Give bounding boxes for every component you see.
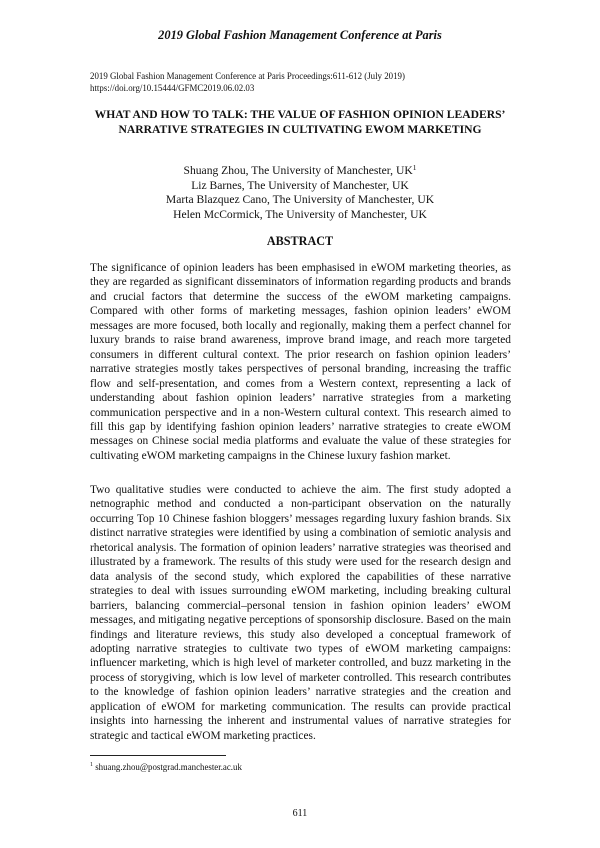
page-number: 611 [292,808,308,819]
paper-title: WHAT AND HOW TO TALK: THE VALUE OF FASHION OPINION LEADERS’ NARRATIVE STRATEGIES IN CULTIVATING EWOM MARKETING [94,108,506,136]
footnote-divider [90,755,226,756]
author-email[interactable]: shuang.zhou@postgrad.manchester.ac.uk [95,762,242,772]
proceedings-citation: 2019 Global Fashion Management Conference at Paris Proceedings:611-612 (July 2019) [90,71,405,81]
author-line: Shuang Zhou, The University of Manchester, $UK^1$ [183,163,417,177]
abstract-heading: ABSTRACT [266,234,334,248]
abstract-paragraph: Two qualitative studies were conducted to achieve the aim. The first study adopted a netnographic method and conducted a non-participant observation on the naturally occurring Top 10 Chinese fashion bloggers’ messages regarding luxury fashion brands. Six distinct narrative strategies were identified by using a combination of semiotic analysis and rhetorical analysis. The formation of opinion leaders’ narrative strategies was theorised and illustrated by a framework. The results of this study were used for the research design and data analysis of the second study, which explored the capabilities of these narrative strategies to deal with issues surrounding eWOM marketing, including breaking cultural barriers, balancing commercial–personal tension in fashion opinion leaders’ eWOM messages, and mitigating negative perceptions of sponsorship disclosure. Based on the main findings and literature reviews, this study also developed a conceptual framework of adopting narrative strategies to cultivate two types of eWOM marketing campaigns: influencer marketing, which is high level of marketer controlled, and buzz marketing in the process of storygiving, which is low level of marketer controlled. This research contributes to the knowledge of fashion opinion leaders’ narrative strategies and the creation and application of eWOM for marketing communication. The results can provide practical insights into harnessing the inherent and instrumental values of narrative strategies for strategic and tactical eWOM marketing practices. [90,484,511,742]
abstract-paragraph: The significance of opinion leaders has been emphasised in eWOM marketing theories, as they are regarded as significant disseminators of information regarding products and brands and crucial factors that determine the success of the eWOM marketing campaigns. Compared with other forms of marketing messages, fashion opinion leaders’ eWOM messages are more focused, both locally and regionally, making them a perfect channel for luxury brands to raise brand awareness, improve brand image, and reach more targeted consumers in different cultural context. The prior research on fashion opinion leaders’ narrative strategies mostly takes perspectives of personal branding, increasing the traffic flow and self-presentation, and comes from a Western context, representing a lack of understanding about fashion opinion leaders’ narrative strategies from a marketing communication perspective and in a non-Western cultural context. This research aimed to fill this gap by identifying fashion opinion leaders’ narrative strategies to create eWOM messages on Chinese social media platforms and evaluate the value of these strategies for cultivating eWOM marketing campaigns in the Chinese luxury fashion market. [90,262,511,462]
author-line: Helen McCormick, The University of Manchester, UK [173,207,427,221]
footnote [90,762,510,772]
author-line: Marta Blazquez Cano, The University of Manchester, UK [165,193,435,207]
author-line: Liz Barnes, The University of Manchester, UK [191,178,409,192]
doi-link[interactable]: https://doi.org/10.15444/GFMC2019.06.02.03 [90,82,255,93]
running-head: 2019 Global Fashion Management Conference at Paris [158,28,442,42]
proceedings-info [90,71,510,94]
author-list [80,164,520,222]
footnote-mark: 1 [90,762,93,768]
footnote-mark: 1 [412,163,417,172]
